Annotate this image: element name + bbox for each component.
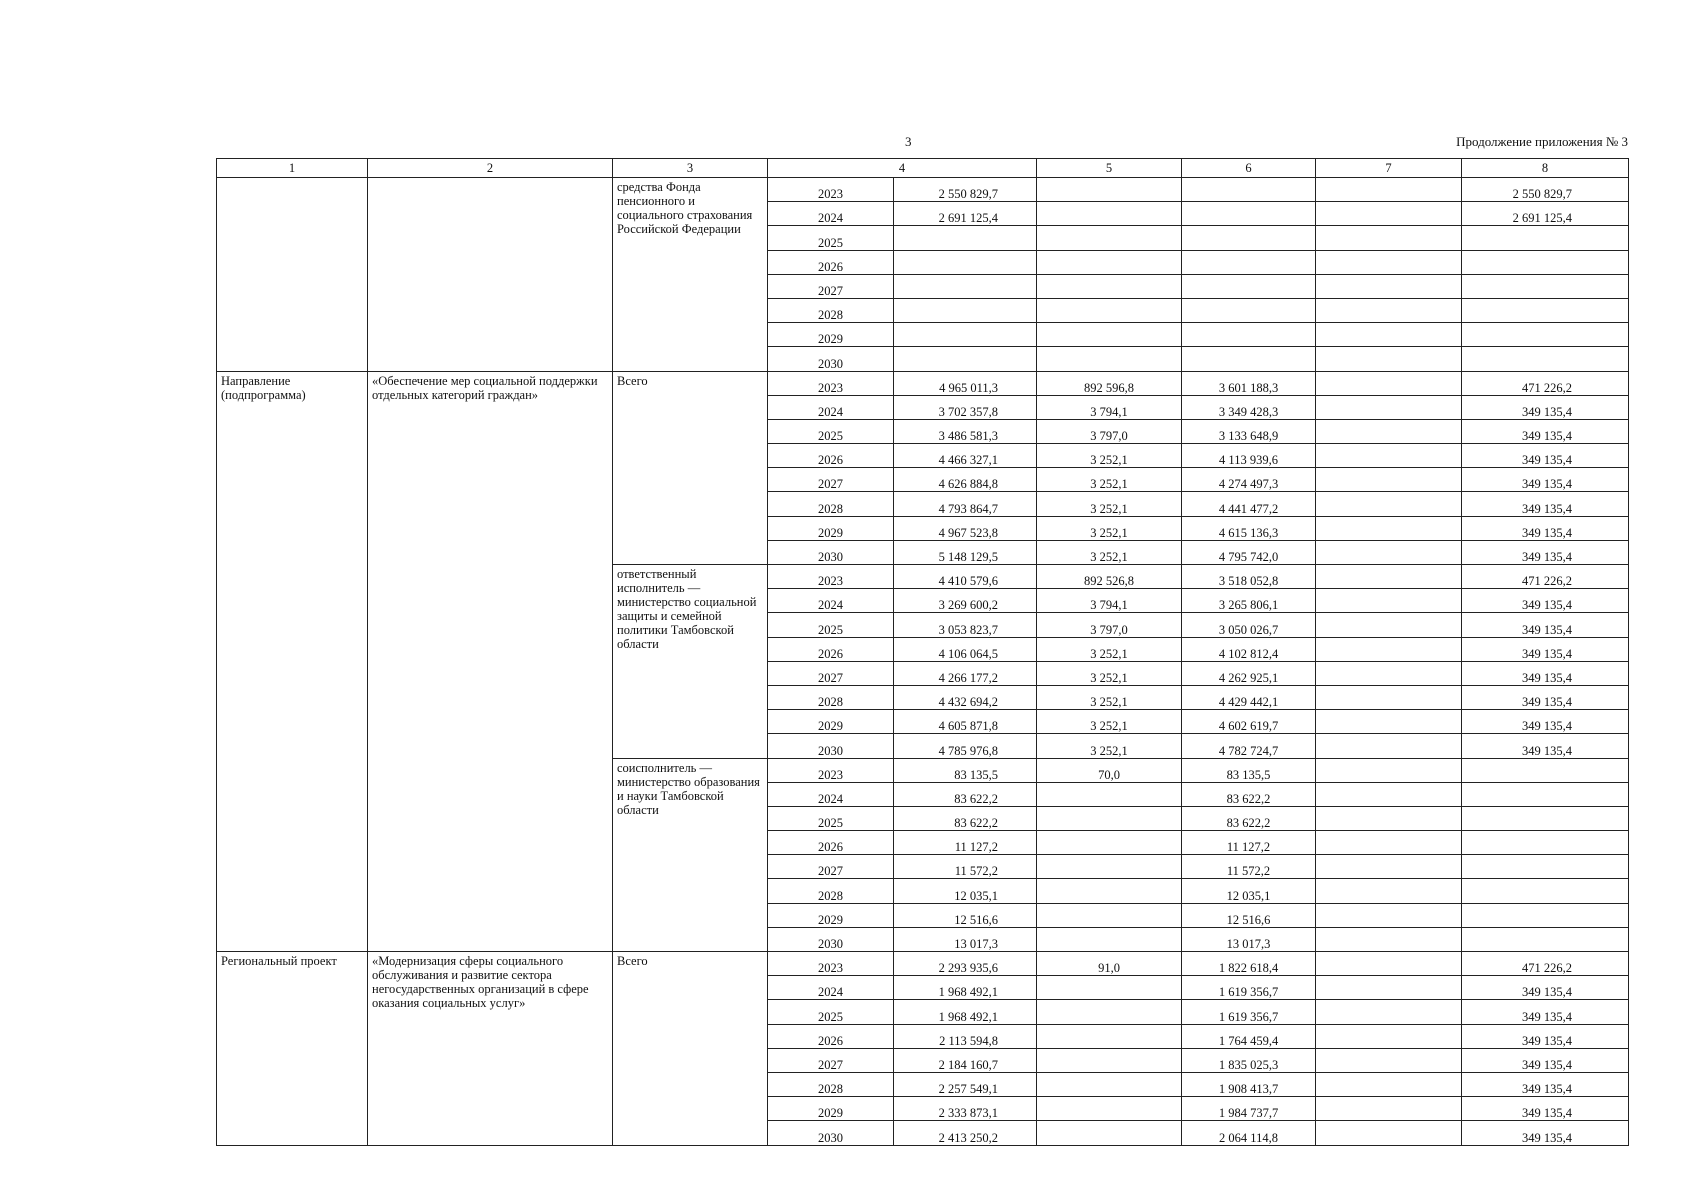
total-amount-cell: 2 413 250,2 <box>894 1121 1037 1145</box>
year-cell: 2030 <box>768 347 894 371</box>
column-7-cell <box>1316 637 1462 661</box>
column-5-cell <box>1037 1000 1182 1024</box>
column-5-cell: 91,0 <box>1037 952 1182 976</box>
block-title-cell <box>368 178 613 372</box>
table-row <box>217 952 1629 976</box>
column-7-cell <box>1316 226 1462 250</box>
year-cell: 2023 <box>768 178 894 202</box>
year-cell: 2023 <box>768 952 894 976</box>
funding-table <box>216 158 1629 1146</box>
column-6-cell: 4 615 136,3 <box>1182 516 1316 540</box>
year-cell: 2028 <box>768 1072 894 1096</box>
column-8-cell: 471 226,2 <box>1462 371 1629 395</box>
total-amount-cell <box>894 347 1037 371</box>
column-8-cell: 471 226,2 <box>1462 952 1629 976</box>
total-amount-cell <box>894 323 1037 347</box>
column-8-cell: 349 135,4 <box>1462 516 1629 540</box>
year-cell: 2025 <box>768 613 894 637</box>
year-cell: 2024 <box>768 976 894 1000</box>
column-7-cell <box>1316 1121 1462 1145</box>
year-cell: 2028 <box>768 298 894 322</box>
column-7-cell <box>1316 298 1462 322</box>
column-6-cell: 83 622,2 <box>1182 806 1316 830</box>
funding-source-cell: соисполнитель — министерство образования и науки Тамбовской области <box>613 758 768 952</box>
column-8-cell: 349 135,4 <box>1462 1097 1629 1121</box>
year-cell: 2026 <box>768 1024 894 1048</box>
column-5-cell: 3 252,1 <box>1037 516 1182 540</box>
column-5-cell: 3 252,1 <box>1037 710 1182 734</box>
column-5-cell <box>1037 1072 1182 1096</box>
column-5-cell <box>1037 976 1182 1000</box>
column-5-cell <box>1037 831 1182 855</box>
column-6-cell <box>1182 298 1316 322</box>
column-7-cell <box>1316 274 1462 298</box>
year-cell: 2028 <box>768 879 894 903</box>
column-6-cell: 13 017,3 <box>1182 927 1316 951</box>
column-5-cell: 3 252,1 <box>1037 540 1182 564</box>
column-8-cell <box>1462 879 1629 903</box>
column-7-cell <box>1316 831 1462 855</box>
column-7-cell <box>1316 371 1462 395</box>
year-cell: 2025 <box>768 1000 894 1024</box>
column-7-cell <box>1316 1048 1462 1072</box>
funding-source-cell: Всего <box>613 952 768 1146</box>
year-cell: 2025 <box>768 419 894 443</box>
column-8-cell: 349 135,4 <box>1462 1072 1629 1096</box>
total-amount-cell: 2 333 873,1 <box>894 1097 1037 1121</box>
total-amount-cell <box>894 274 1037 298</box>
year-cell: 2025 <box>768 226 894 250</box>
column-6-cell <box>1182 274 1316 298</box>
column-8-cell <box>1462 298 1629 322</box>
column-6-cell: 4 602 619,7 <box>1182 710 1316 734</box>
year-cell: 2029 <box>768 710 894 734</box>
column-6-cell: 1 619 356,7 <box>1182 976 1316 1000</box>
column-8-cell: 349 135,4 <box>1462 637 1629 661</box>
column-7-cell <box>1316 250 1462 274</box>
total-amount-cell: 11 572,2 <box>894 855 1037 879</box>
column-8-cell: 349 135,4 <box>1462 1048 1629 1072</box>
column-8-cell: 349 135,4 <box>1462 589 1629 613</box>
year-cell: 2027 <box>768 855 894 879</box>
column-5-cell: 3 252,1 <box>1037 444 1182 468</box>
column-7-cell <box>1316 565 1462 589</box>
total-amount-cell: 4 432 694,2 <box>894 685 1037 709</box>
continuation-note: Продолжение приложения № 3 <box>1456 134 1628 149</box>
column-7-cell <box>1316 347 1462 371</box>
total-amount-cell: 4 793 864,7 <box>894 492 1037 516</box>
column-7-cell <box>1316 589 1462 613</box>
column-5-cell: 892 526,8 <box>1037 565 1182 589</box>
funding-source-cell: ответственный исполнитель — министерство социальной защиты и семейной политики Тамбовской области <box>613 565 768 759</box>
column-7-cell <box>1316 540 1462 564</box>
total-amount-cell: 83 622,2 <box>894 806 1037 830</box>
total-amount-cell: 2 257 549,1 <box>894 1072 1037 1096</box>
column-7-cell <box>1316 468 1462 492</box>
column-6-cell <box>1182 202 1316 226</box>
column-6-cell: 83 622,2 <box>1182 782 1316 806</box>
year-cell: 2030 <box>768 927 894 951</box>
column-8-cell <box>1462 927 1629 951</box>
column-6-cell: 4 441 477,2 <box>1182 492 1316 516</box>
column-8-cell <box>1462 226 1629 250</box>
column-7-cell <box>1316 492 1462 516</box>
column-5-cell <box>1037 323 1182 347</box>
column-6-cell: 4 274 497,3 <box>1182 468 1316 492</box>
funding-source-cell: средства Фонда пенсионного и социального страхования Российской Федерации <box>613 178 768 372</box>
column-6-cell: 2 064 114,8 <box>1182 1121 1316 1145</box>
total-amount-cell: 83 135,5 <box>894 758 1037 782</box>
column-5-cell <box>1037 1024 1182 1048</box>
column-8-cell: 2 550 829,7 <box>1462 178 1629 202</box>
column-6-cell <box>1182 347 1316 371</box>
column-8-cell: 349 135,4 <box>1462 734 1629 758</box>
column-7-cell <box>1316 710 1462 734</box>
column-7-cell <box>1316 661 1462 685</box>
funding-source-cell: Всего <box>613 371 768 565</box>
year-cell: 2027 <box>768 1048 894 1072</box>
column-7-cell <box>1316 516 1462 540</box>
column-5-cell <box>1037 1121 1182 1145</box>
total-amount-cell: 3 702 357,8 <box>894 395 1037 419</box>
column-5-cell: 70,0 <box>1037 758 1182 782</box>
total-amount-cell: 2 293 935,6 <box>894 952 1037 976</box>
total-amount-cell: 4 967 523,8 <box>894 516 1037 540</box>
column-8-cell <box>1462 903 1629 927</box>
year-cell: 2026 <box>768 444 894 468</box>
column-8-cell: 349 135,4 <box>1462 444 1629 468</box>
column-header: 7 <box>1316 159 1462 178</box>
year-cell: 2028 <box>768 492 894 516</box>
column-5-cell <box>1037 927 1182 951</box>
table-row <box>217 178 1629 202</box>
year-cell: 2027 <box>768 468 894 492</box>
column-6-cell: 3 518 052,8 <box>1182 565 1316 589</box>
column-6-cell: 1 822 618,4 <box>1182 952 1316 976</box>
column-7-cell <box>1316 1000 1462 1024</box>
column-7-cell <box>1316 855 1462 879</box>
year-cell: 2024 <box>768 202 894 226</box>
column-8-cell <box>1462 250 1629 274</box>
column-8-cell: 2 691 125,4 <box>1462 202 1629 226</box>
total-amount-cell: 1 968 492,1 <box>894 1000 1037 1024</box>
total-amount-cell: 13 017,3 <box>894 927 1037 951</box>
year-cell: 2024 <box>768 782 894 806</box>
column-5-cell: 3 252,1 <box>1037 734 1182 758</box>
total-amount-cell: 4 466 327,1 <box>894 444 1037 468</box>
column-5-cell <box>1037 879 1182 903</box>
column-number-row <box>217 159 1629 178</box>
total-amount-cell: 4 266 177,2 <box>894 661 1037 685</box>
column-8-cell: 349 135,4 <box>1462 540 1629 564</box>
total-amount-cell: 12 035,1 <box>894 879 1037 903</box>
column-6-cell <box>1182 178 1316 202</box>
column-7-cell <box>1316 178 1462 202</box>
column-header: 6 <box>1182 159 1316 178</box>
column-5-cell <box>1037 250 1182 274</box>
column-7-cell <box>1316 1024 1462 1048</box>
year-cell: 2023 <box>768 371 894 395</box>
column-header: 1 <box>217 159 368 178</box>
column-5-cell <box>1037 347 1182 371</box>
year-cell: 2027 <box>768 661 894 685</box>
column-8-cell: 349 135,4 <box>1462 492 1629 516</box>
column-6-cell: 11 127,2 <box>1182 831 1316 855</box>
column-5-cell <box>1037 903 1182 927</box>
column-5-cell: 3 794,1 <box>1037 395 1182 419</box>
column-6-cell: 4 429 442,1 <box>1182 685 1316 709</box>
column-7-cell <box>1316 444 1462 468</box>
column-8-cell: 349 135,4 <box>1462 395 1629 419</box>
column-5-cell <box>1037 1048 1182 1072</box>
column-8-cell <box>1462 806 1629 830</box>
column-header: 5 <box>1037 159 1182 178</box>
column-6-cell: 4 795 742,0 <box>1182 540 1316 564</box>
column-7-cell <box>1316 952 1462 976</box>
column-6-cell: 3 349 428,3 <box>1182 395 1316 419</box>
block-title-cell: «Модернизация сферы социального обслуживания и развитие сектора негосударственных организаций в сфере оказания социальных услуг» <box>368 952 613 1146</box>
column-8-cell: 349 135,4 <box>1462 661 1629 685</box>
year-cell: 2026 <box>768 637 894 661</box>
column-6-cell <box>1182 250 1316 274</box>
total-amount-cell: 3 486 581,3 <box>894 419 1037 443</box>
total-amount-cell: 2 691 125,4 <box>894 202 1037 226</box>
column-5-cell <box>1037 855 1182 879</box>
year-cell: 2026 <box>768 250 894 274</box>
column-8-cell <box>1462 758 1629 782</box>
column-6-cell: 3 601 188,3 <box>1182 371 1316 395</box>
total-amount-cell: 12 516,6 <box>894 903 1037 927</box>
column-7-cell <box>1316 1097 1462 1121</box>
column-7-cell <box>1316 806 1462 830</box>
column-7-cell <box>1316 734 1462 758</box>
column-5-cell: 3 252,1 <box>1037 468 1182 492</box>
column-5-cell <box>1037 782 1182 806</box>
year-cell: 2025 <box>768 806 894 830</box>
year-cell: 2029 <box>768 323 894 347</box>
total-amount-cell: 3 269 600,2 <box>894 589 1037 613</box>
total-amount-cell: 3 053 823,7 <box>894 613 1037 637</box>
column-8-cell: 349 135,4 <box>1462 1000 1629 1024</box>
column-8-cell: 349 135,4 <box>1462 468 1629 492</box>
column-7-cell <box>1316 976 1462 1000</box>
column-6-cell: 3 265 806,1 <box>1182 589 1316 613</box>
column-6-cell: 12 035,1 <box>1182 879 1316 903</box>
column-7-cell <box>1316 419 1462 443</box>
year-cell: 2024 <box>768 589 894 613</box>
column-5-cell: 3 252,1 <box>1037 661 1182 685</box>
column-8-cell: 349 135,4 <box>1462 419 1629 443</box>
column-6-cell: 1 835 025,3 <box>1182 1048 1316 1072</box>
column-6-cell: 83 135,5 <box>1182 758 1316 782</box>
column-5-cell <box>1037 274 1182 298</box>
year-cell: 2029 <box>768 1097 894 1121</box>
column-8-cell <box>1462 274 1629 298</box>
year-cell: 2030 <box>768 734 894 758</box>
total-amount-cell: 4 626 884,8 <box>894 468 1037 492</box>
column-6-cell: 12 516,6 <box>1182 903 1316 927</box>
column-8-cell: 349 135,4 <box>1462 710 1629 734</box>
year-cell: 2027 <box>768 274 894 298</box>
column-header: 3 <box>613 159 768 178</box>
column-7-cell <box>1316 903 1462 927</box>
column-5-cell: 3 252,1 <box>1037 492 1182 516</box>
total-amount-cell <box>894 250 1037 274</box>
year-cell: 2030 <box>768 540 894 564</box>
column-5-cell: 3 794,1 <box>1037 589 1182 613</box>
column-8-cell: 349 135,4 <box>1462 1024 1629 1048</box>
year-cell: 2026 <box>768 831 894 855</box>
column-header: 4 <box>768 159 1037 178</box>
year-cell: 2023 <box>768 565 894 589</box>
total-amount-cell: 4 785 976,8 <box>894 734 1037 758</box>
column-8-cell: 349 135,4 <box>1462 613 1629 637</box>
total-amount-cell <box>894 226 1037 250</box>
total-amount-cell: 4 965 011,3 <box>894 371 1037 395</box>
total-amount-cell: 4 605 871,8 <box>894 710 1037 734</box>
column-8-cell <box>1462 347 1629 371</box>
column-5-cell <box>1037 202 1182 226</box>
year-cell: 2024 <box>768 395 894 419</box>
block-type-cell: Направление (подпрограмма) <box>217 371 368 952</box>
column-6-cell <box>1182 226 1316 250</box>
column-5-cell: 3 252,1 <box>1037 637 1182 661</box>
column-6-cell: 11 572,2 <box>1182 855 1316 879</box>
column-6-cell: 1 764 459,4 <box>1182 1024 1316 1048</box>
year-cell: 2029 <box>768 903 894 927</box>
column-7-cell <box>1316 1072 1462 1096</box>
column-6-cell <box>1182 323 1316 347</box>
total-amount-cell: 4 106 064,5 <box>894 637 1037 661</box>
column-6-cell: 4 113 939,6 <box>1182 444 1316 468</box>
column-7-cell <box>1316 758 1462 782</box>
column-6-cell: 1 619 356,7 <box>1182 1000 1316 1024</box>
column-7-cell <box>1316 613 1462 637</box>
column-6-cell: 1 908 413,7 <box>1182 1072 1316 1096</box>
total-amount-cell: 5 148 129,5 <box>894 540 1037 564</box>
column-8-cell <box>1462 782 1629 806</box>
column-5-cell: 892 596,8 <box>1037 371 1182 395</box>
table-body <box>217 178 1629 1146</box>
year-cell: 2030 <box>768 1121 894 1145</box>
year-cell: 2029 <box>768 516 894 540</box>
total-amount-cell: 2 550 829,7 <box>894 178 1037 202</box>
column-7-cell <box>1316 395 1462 419</box>
column-8-cell: 349 135,4 <box>1462 685 1629 709</box>
column-header: 2 <box>368 159 613 178</box>
column-6-cell: 3 050 026,7 <box>1182 613 1316 637</box>
block-type-cell: Региональный проект <box>217 952 368 1146</box>
column-5-cell <box>1037 298 1182 322</box>
page-number: 3 <box>905 134 912 149</box>
column-8-cell: 471 226,2 <box>1462 565 1629 589</box>
total-amount-cell: 4 410 579,6 <box>894 565 1037 589</box>
column-8-cell: 349 135,4 <box>1462 1121 1629 1145</box>
column-5-cell <box>1037 178 1182 202</box>
total-amount-cell: 2 184 160,7 <box>894 1048 1037 1072</box>
column-6-cell: 1 984 737,7 <box>1182 1097 1316 1121</box>
total-amount-cell: 11 127,2 <box>894 831 1037 855</box>
column-7-cell <box>1316 685 1462 709</box>
column-7-cell <box>1316 202 1462 226</box>
year-cell: 2023 <box>768 758 894 782</box>
block-title-cell: «Обеспечение мер социальной поддержки отдельных категорий граждан» <box>368 371 613 952</box>
column-6-cell: 4 262 925,1 <box>1182 661 1316 685</box>
column-7-cell <box>1316 927 1462 951</box>
year-cell: 2028 <box>768 685 894 709</box>
column-5-cell: 3 797,0 <box>1037 419 1182 443</box>
column-8-cell <box>1462 323 1629 347</box>
total-amount-cell: 2 113 594,8 <box>894 1024 1037 1048</box>
column-7-cell <box>1316 879 1462 903</box>
total-amount-cell: 83 622,2 <box>894 782 1037 806</box>
column-5-cell <box>1037 1097 1182 1121</box>
total-amount-cell <box>894 298 1037 322</box>
column-6-cell: 4 782 724,7 <box>1182 734 1316 758</box>
block-type-cell <box>217 178 368 372</box>
column-6-cell: 3 133 648,9 <box>1182 419 1316 443</box>
column-5-cell <box>1037 226 1182 250</box>
column-5-cell <box>1037 806 1182 830</box>
column-7-cell <box>1316 782 1462 806</box>
column-7-cell <box>1316 323 1462 347</box>
column-5-cell: 3 797,0 <box>1037 613 1182 637</box>
column-header: 8 <box>1462 159 1629 178</box>
total-amount-cell: 1 968 492,1 <box>894 976 1037 1000</box>
column-8-cell: 349 135,4 <box>1462 976 1629 1000</box>
column-8-cell <box>1462 855 1629 879</box>
column-8-cell <box>1462 831 1629 855</box>
column-5-cell: 3 252,1 <box>1037 685 1182 709</box>
column-6-cell: 4 102 812,4 <box>1182 637 1316 661</box>
table-row <box>217 371 1629 395</box>
